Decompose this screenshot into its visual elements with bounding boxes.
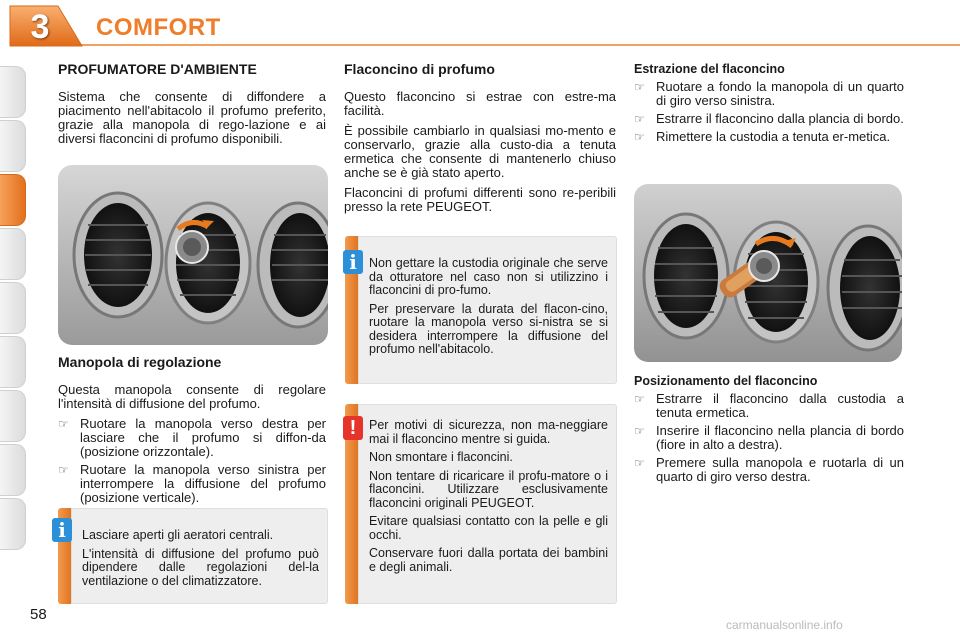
watermark: carmanualsonline.info [726,618,843,632]
intro-paragraph: Sistema che consente di diffondere a piacimento nell'abitacolo il profumo preferito, grazie alla manopola di rego-lazione e ai diversi flaconcini di profumo disponibili. [58,89,326,146]
extraction-heading: Estrazione del flaconcino [634,62,785,76]
knob-paragraph: Questa manopola consente di regolare l'intensità di diffusione del profumo. [58,382,326,411]
pointing-hand-icon: ☞ [634,112,645,126]
pointing-hand-icon: ☞ [58,417,69,431]
note-panel [71,508,328,604]
pointing-hand-icon: ☞ [634,424,645,438]
knob-heading: Manopola di regolazione [58,354,222,370]
list-item: ☞ Estrarre il flaconcino dalla plancia di bordo. [634,111,904,126]
side-tab[interactable] [0,228,26,280]
note-text: Conservare fuori dalla portata dei bambini e degli animali. [369,546,608,574]
list-item: ☞ Rimettere la custodia a tenuta er-metica. [634,129,891,144]
note-panel [358,404,617,604]
chapter-title: COMFORT [96,14,221,41]
warning-note [345,404,617,604]
pointing-hand-icon: ☞ [58,463,69,477]
info-icon: i [52,518,72,542]
list-item: ☞ Premere sulla manopola e ruotarla di un quarto di giro verso destra. [634,455,904,484]
side-tab[interactable] [0,282,26,334]
note-text: Non tentare di ricaricare il profu-matore o i flaconcini. Utilizzare esclusivamente flaconcini originali PEUGEOT. [369,468,608,510]
side-tab[interactable] [0,498,26,550]
list-item: ☞ Ruotare la manopola verso destra per lasciare che il profumo si diffon-da (posizione orizzontale). [58,416,326,459]
extraction-bullet-list [634,80,904,144]
vents-photo-flask [634,184,902,362]
middle-column [344,62,616,220]
list-item: ☞ Ruotare la manopola verso sinistra per interrompere la diffusione del profumo (posizione verticale). [58,462,326,505]
pointing-hand-icon: ☞ [634,392,645,406]
list-item: ☞ Inserire il flaconcino nella plancia di bordo (fiore in alto a destra). [634,423,904,452]
note-text: Evitare qualsiasi contatto con la pelle e gli occhi. [369,514,608,542]
vents-photo-knob [58,165,328,345]
side-tabs [0,66,30,578]
flask-paragraph: Questo flaconcino si estrae con estre-ma facilità. [344,89,616,118]
side-tab[interactable] [0,120,26,172]
note-text: Per motivi di sicurezza, non ma-neggiare mai il flaconcino mentre si guida. [369,418,608,446]
flask-paragraph: Flaconcini di profumi differenti sono re-peribili presso la rete PEUGEOT. [344,185,616,214]
positioning-bullet-list [634,392,904,484]
pointing-hand-icon: ☞ [634,456,645,470]
section-title: PROFUMATORE D'AMBIENTE [58,61,257,77]
info-icon: i [343,250,363,274]
page-number: 58 [30,606,47,623]
side-tab-active[interactable] [0,174,26,226]
header [0,0,960,58]
info-note-left [58,508,328,604]
chapter-number: 3 [30,8,50,46]
left-column [58,62,326,152]
note-text: Non smontare i flaconcini. [369,450,513,464]
list-item: ☞ Estrarre il flaconcino dalla custodia a tenuta ermetica. [634,391,904,420]
positioning-heading: Posizionamento del flaconcino [634,374,818,388]
knob-bullet-list [58,417,326,505]
side-tab[interactable] [0,66,26,118]
side-tab[interactable] [0,444,26,496]
pointing-hand-icon: ☞ [634,130,645,144]
note-text: Lasciare aperti gli aeratori centrali. [82,528,274,542]
pointing-hand-icon: ☞ [634,80,645,94]
knob-section [58,355,326,509]
note-text: Non gettare la custodia originale che serve da otturatore nel caso non si utilizzino i flaconcini di pro-fumo. [369,256,608,297]
side-tab[interactable] [0,390,26,442]
header-rule [60,44,960,46]
flask-heading: Flaconcino di profumo [344,61,495,77]
list-item: ☞ Ruotare a fondo la manopola di un quarto di giro verso sinistra. [634,79,904,108]
side-tab[interactable] [0,336,26,388]
warning-icon: ! [343,416,363,440]
note-text: Per preservare la durata del flacon-cino, ruotare la manopola verso si-nistra se si desidera interrompere la diffusione del profumo nell'abitacolo. [369,301,608,356]
flask-paragraph: È possibile cambiarlo in qualsiasi mo-mento e conservarlo, grazie alla custo-dia a tenuta ermetica che consente di mantenerlo chiuso anche se è già stato aperto. [344,123,616,180]
note-text: L'intensità di diffusione del profumo può dipendere dalle regolazioni del-la ventilazione o del climatizzatore. [82,546,319,588]
note-panel [358,236,617,384]
right-column [634,62,904,148]
positioning-section [634,374,904,488]
info-note-middle [345,236,617,384]
